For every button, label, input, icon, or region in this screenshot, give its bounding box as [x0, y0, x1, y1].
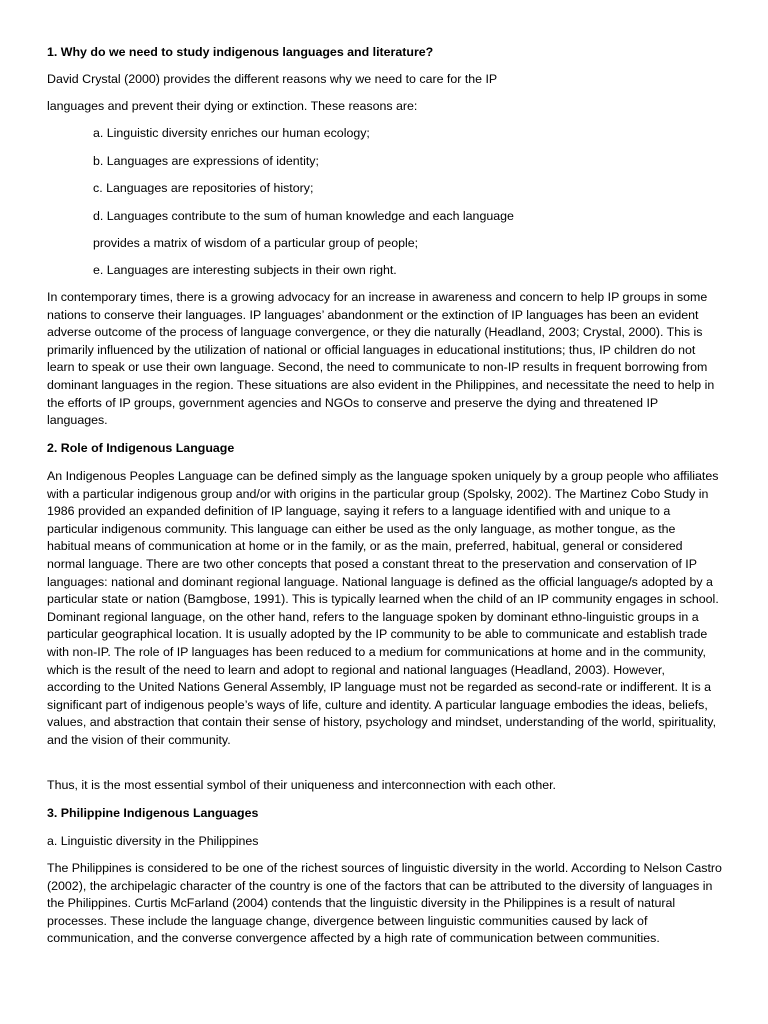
section2-heading: 2. Role of Indigenous Language	[47, 441, 235, 455]
section3-paragraph: The Philippines is considered to be one of the richest sources of linguistic diversity in the world. According to Nelson Castro (2002), the archipelagic character of the country is one of the factors that can be attributed to the diversity of languages in the Philippines. Curtis McFarland (2004) contends that the linguistic diversity in the Philippines is a result of natural processes. These include the language change, divergence between linguistic communities caused by lack of communication, and the converse convergence affected by a high rate of communication between communities.	[47, 861, 722, 946]
reason-a: a. Linguistic diversity enriches our human ecology;	[93, 126, 370, 140]
section3-heading: 3. Philippine Indigenous Languages	[47, 806, 259, 820]
section2-closing: Thus, it is the most essential symbol of their uniqueness and interconnection with each other.	[47, 778, 556, 792]
section1-heading: 1. Why do we need to study indigenous languages and literature?	[47, 45, 434, 59]
intro-line-2: languages and prevent their dying or extinction. These reasons are:	[47, 99, 418, 113]
section3-subheading: a. Linguistic diversity in the Philippines	[47, 834, 259, 848]
intro-line-1: David Crystal (2000) provides the different reasons why we need to care for the IP	[47, 72, 498, 86]
section2-paragraph: An Indigenous Peoples Language can be defined simply as the language spoken uniquely by a group people who affiliates with a particular indigenous group and/or with origins in the particular group (Spolsky, 2002). The Martinez Cobo Study in 1986 provided an expanded definition of IP language, saying it refers to a language identified with and unique to a particular indigenous community. This language can either be used as the only language, as mother tongue, as the habitual means of communication at home or in the family, or as the main, preferred, habitual, general or considered normal language. There are two other concepts that posed a constant threat to the preservation and conservation of IP languages: national and dominant regional language. National language is defined as the official language/s adopted by a particular state or nation (Bamgbose, 1991). This is typically learned when the child of an IP community engages in school. Dominant regional language, on the other hand, refers to the language spoken by dominant ethno-linguistic groups in a particular geographical location. It is usually adopted by the IP community to be able to communicate and establish trade with non-IP. The role of IP languages has been reduced to a medium for communications at home and in the community, which is the result of the need to learn and adopt to regional and national languages (Headland, 2003). However, according to the United Nations General Assembly, IP language must not be regarded as second-rate or indifferent. It is a significant part of indigenous people’s ways of life, culture and identity. A particular language embodies the ideas, beliefs, values, and abstraction that contain their sense of history, psychology and mindset, understanding of the world, spirituality, and the vision of their community.	[47, 469, 719, 747]
section1-paragraph: In contemporary times, there is a growing advocacy for an increase in awareness and concern to help IP groups in some nations to conserve their languages. IP languages’ abandonment or the extinction of IP languages has been an evident adverse outcome of the process of language convergence, or they die naturally (Headland, 2003; Crystal, 2000). This is primarily influenced by the utilization of national or official languages in educational institutions; thus, IP children do not learn to speak or use their own language. Second, the need to communicate to non-IP results in frequent borrowing from dominant languages in the region. These situations are also evident in the Philippines, and necessitate the need to help in the efforts of IP groups, government agencies and NGOs to conserve and preserve the dying and threatened IP languages.	[47, 290, 715, 428]
reason-e: e. Languages are interesting subjects in their own right.	[93, 263, 397, 277]
reason-d-continued: provides a matrix of wisdom of a particular group of people;	[93, 236, 419, 250]
reason-d: d. Languages contribute to the sum of human knowledge and each language	[93, 209, 514, 223]
reason-c: c. Languages are repositories of history;	[93, 181, 314, 195]
reason-b: b. Languages are expressions of identity;	[93, 154, 319, 168]
